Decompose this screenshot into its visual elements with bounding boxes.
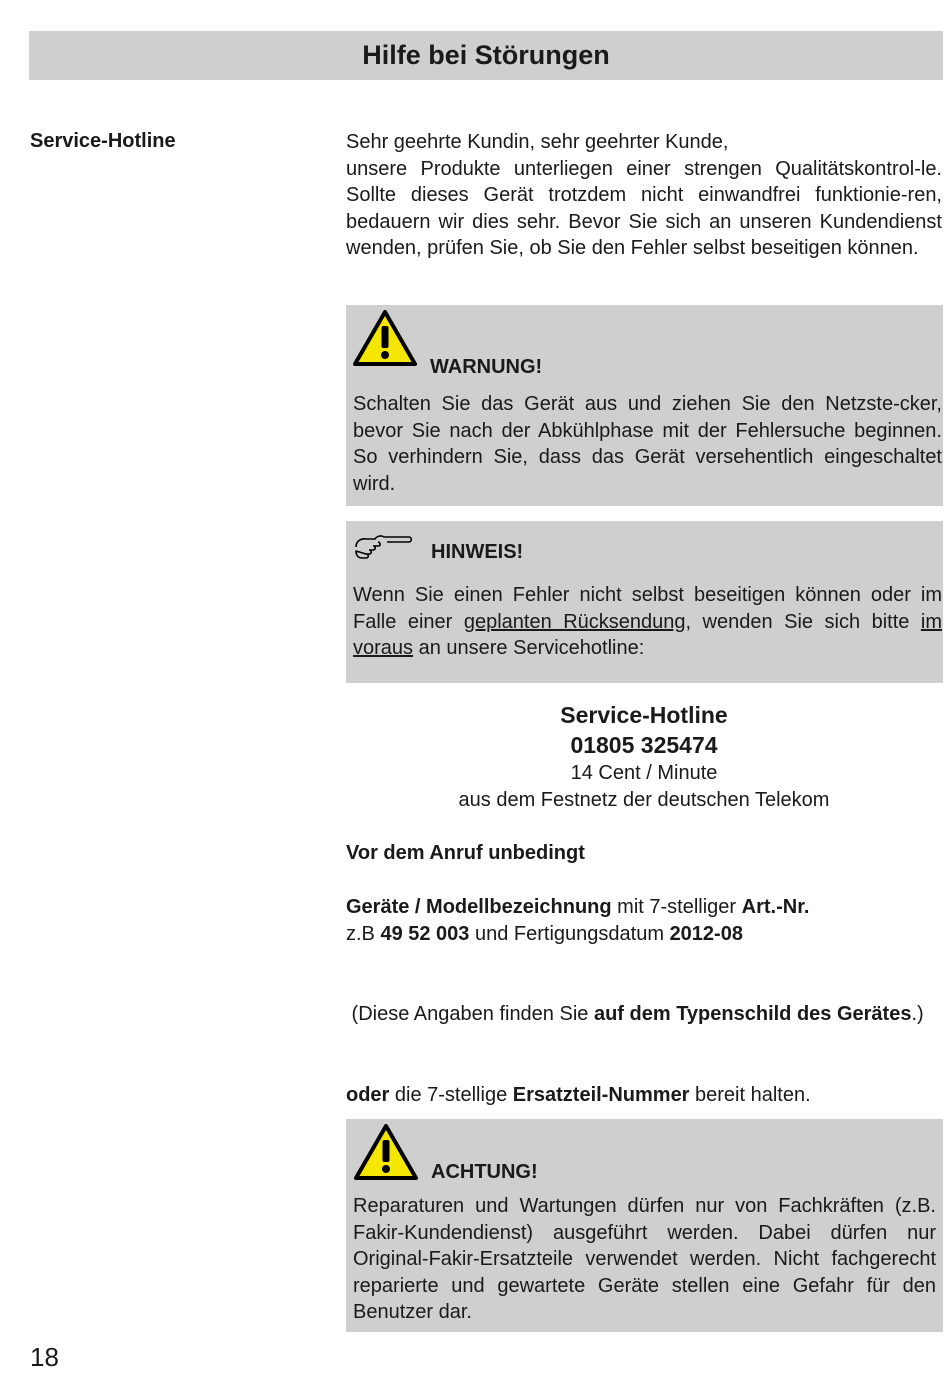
note-post: .) [911, 1003, 924, 1025]
or-post: bereit halten. [689, 1084, 811, 1106]
hint-box [346, 521, 943, 683]
page-header-bar [29, 31, 943, 80]
hint-underlined-advance: im voraus [353, 610, 942, 659]
hotline-phone: 01805 325474 [570, 732, 718, 758]
model-label: Geräte / Modellbezeichnung [346, 896, 612, 918]
hotline-price: 14 Cent / Minute [570, 762, 718, 784]
type-plate-note [346, 1001, 942, 1028]
section-label: Service-Hotline [30, 130, 176, 152]
hotline-title: Service-Hotline [560, 702, 728, 728]
or-mid: die 7-stellige [389, 1084, 513, 1106]
hint-text-part: Wenn Sie einen Fehler nicht selbst beseitigen können oder im Falle einer [353, 584, 942, 633]
intro-text [346, 129, 942, 262]
example-line [346, 921, 942, 948]
model-mid: mit 7-stelliger [611, 896, 742, 918]
note-pre: (Diese Angaben finden Sie [346, 1003, 594, 1025]
warning-triangle-icon [353, 1123, 419, 1181]
hint-title: HINWEIS! [431, 541, 524, 563]
warning-text: Schalten Sie das Gerät aus und ziehen Sie den Netzste-cker, bevor Sie nach der Abkühlphase mit der Fehlersuche beginnen. So verhindern Sie, dass das Gerät versehentlich eingeschaltet wird. [353, 393, 942, 495]
model-info [346, 894, 942, 947]
hotline-block [346, 700, 942, 814]
art-nr-label: Art.-Nr. [741, 896, 810, 918]
page-number: 18 [30, 1342, 59, 1372]
example-pre: z.B [346, 922, 381, 945]
pointing-hand-icon [353, 533, 413, 565]
warning-box [346, 305, 943, 506]
caution-title: ACHTUNG! [431, 1161, 538, 1183]
hint-text-part: an unsere Servicehotline: [413, 637, 645, 659]
spare-part-label: Ersatzteil-Nummer [512, 1084, 690, 1106]
example-date: 2012-08 [669, 922, 743, 945]
page-title: Hilfe bei Störungen [362, 40, 610, 70]
intro-greeting: Sehr geehrte Kundin, sehr geehrter Kunde, [346, 131, 729, 153]
before-call-heading: Vor dem Anruf unbedingt [346, 842, 585, 864]
hint-text [353, 582, 942, 662]
model-line [346, 894, 942, 921]
warning-triangle-icon [352, 309, 418, 367]
spare-part-line [346, 1082, 942, 1109]
intro-body: unsere Produkte unterliegen einer strengen Qualitätskontrol-le. Sollte dieses Gerät trotzdem nicht einwandfrei funktionie-ren, bedauern wir dies sehr. Bevor Sie sich an unseren Kundendienst wenden, prüfen Sie, ob Sie den Fehler selbst beseitigen können. [346, 157, 942, 259]
caution-box [346, 1119, 943, 1332]
hotline-network: aus dem Festnetz der deutschen Telekom [458, 789, 830, 811]
hint-text-part: , wenden Sie sich bitte [685, 610, 921, 633]
hint-underlined-return: geplanten Rücksendung [463, 610, 686, 633]
caution-text: Reparaturen und Wartungen dürfen nur von Fachkräften (z.B. Fakir-Kundendienst) ausgeführt werden. Dabei dürfen nur Original-Fakir-Ersatzteile verwendet werden. Nicht fachgerecht reparierte und gewartete Geräte stellen eine Gefahr für den Benutzer dar. [353, 1195, 936, 1323]
example-mid: und Fertigungsdatum [469, 922, 670, 945]
example-number: 49 52 003 [380, 922, 470, 945]
note-type-plate: auf dem Typenschild des Gerätes [593, 1003, 912, 1025]
warning-title: WARNUNG! [430, 356, 543, 378]
or-label: oder [346, 1084, 390, 1106]
